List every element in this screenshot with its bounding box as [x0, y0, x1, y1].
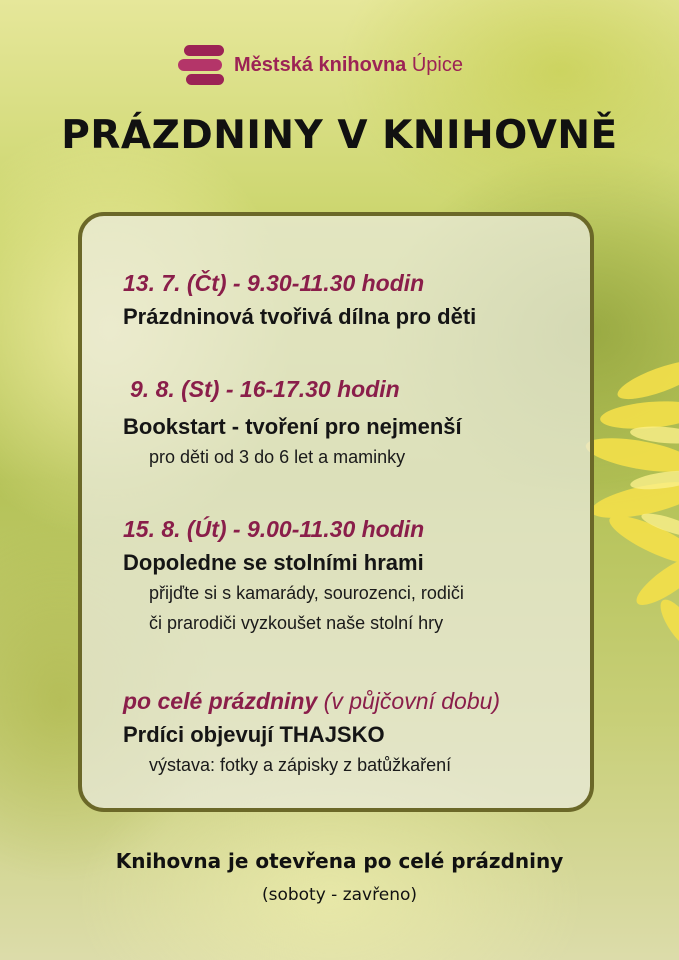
event-date-main: po celé prázdniny — [123, 688, 318, 714]
library-logo — [178, 44, 463, 86]
event-item — [130, 374, 580, 404]
event-title: Prdíci objevují THAJSKO — [123, 722, 385, 747]
event-detail: pro děti od 3 do 6 let a maminky — [149, 447, 406, 467]
event-detail: přijďte si s kamarády, sourozenci, rodiči — [149, 583, 464, 603]
library-name — [234, 54, 463, 77]
events-card — [78, 212, 594, 812]
event-title: Dopoledne se stolními hrami — [123, 550, 424, 575]
event-title: Prázdninová tvořivá dílna pro děti — [123, 304, 477, 329]
event-detail: výstava: fotky a zápisky z batůžkaření — [149, 755, 452, 775]
event-item — [123, 268, 580, 332]
event-item — [123, 514, 580, 638]
opening-note: Knihovna je otevřena po celé prázdniny — [115, 849, 564, 873]
library-name-town: Úpice — [411, 53, 463, 76]
books-icon — [178, 44, 228, 86]
event-item — [123, 686, 580, 780]
event-date: 9. 8. (St) - 16-17.30 hodin — [130, 376, 400, 402]
library-name-bold: Městská knihovna — [234, 53, 407, 76]
event-detail: či prarodiči vyzkoušet naše stolní hry — [149, 613, 444, 633]
event-date-note: (v půjčovní dobu) — [323, 688, 501, 714]
event-item-body — [123, 408, 580, 472]
event-date: 15. 8. (Út) - 9.00-11.30 hodin — [123, 516, 425, 542]
event-date — [123, 686, 580, 716]
event-date: 13. 7. (Čt) - 9.30-11.30 hodin — [123, 270, 425, 296]
closed-note: (soboty - zavřeno) — [261, 885, 418, 905]
event-title: Bookstart - tvoření pro nejmenší — [123, 414, 462, 439]
page-title: PRÁZDNINY V KNIHOVNĚ — [61, 113, 618, 158]
